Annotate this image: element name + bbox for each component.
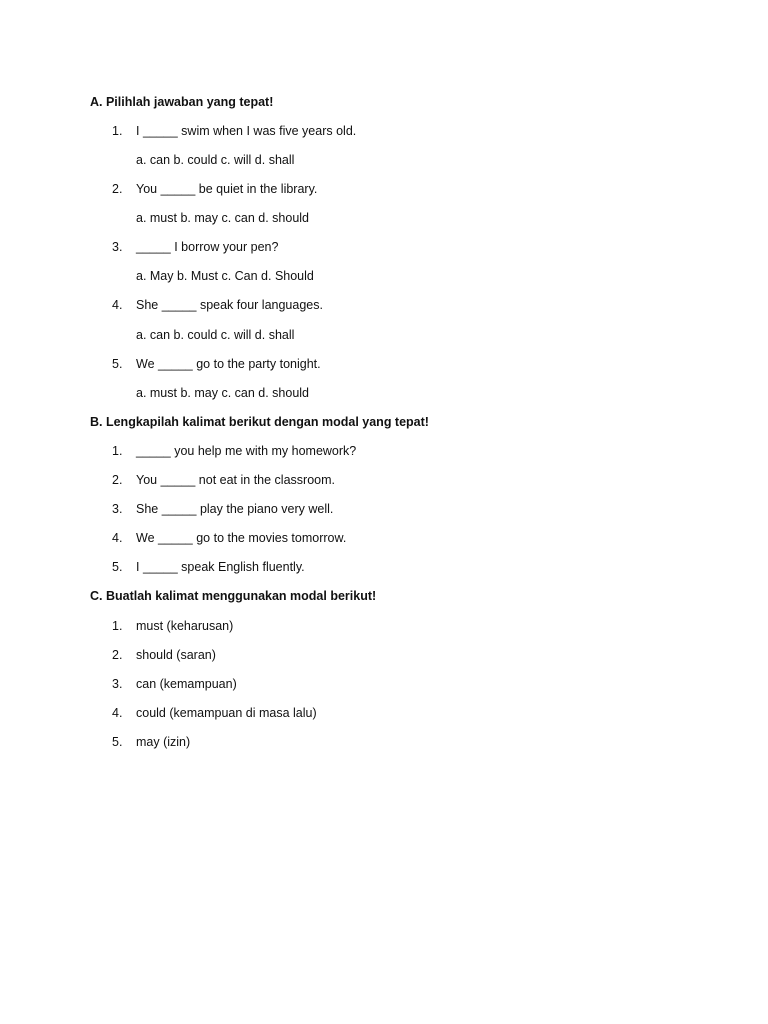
question-text: We _____ go to the party tonight. <box>136 357 321 371</box>
section-c-heading: C. Buatlah kalimat menggunakan modal berikut! <box>90 589 377 603</box>
question-number: 3. <box>112 240 123 254</box>
section-a-heading: A. Pilihlah jawaban yang tepat! <box>90 95 274 109</box>
modal-prompt: must (keharusan) <box>136 619 234 633</box>
question-text: You _____ be quiet in the library. <box>136 182 318 196</box>
sentence-text: _____ you help me with my homework? <box>136 444 357 458</box>
question-text: She _____ speak four languages. <box>136 298 323 312</box>
answer-options: a. must b. may c. can d. should <box>136 386 309 400</box>
item-number: 4. <box>112 531 123 545</box>
section-b-heading: B. Lengkapilah kalimat berikut dengan modal yang tepat! <box>90 415 429 429</box>
answer-options: a. can b. could c. will d. shall <box>136 153 295 167</box>
question-number: 5. <box>112 357 123 371</box>
question-number: 2. <box>112 182 123 196</box>
item-number: 1. <box>112 619 123 633</box>
question-number: 1. <box>112 124 123 138</box>
answer-options: a. can b. could c. will d. shall <box>136 328 295 342</box>
item-number: 5. <box>112 560 123 574</box>
modal-prompt: should (saran) <box>136 648 216 662</box>
answer-options: a. May b. Must c. Can d. Should <box>136 269 314 283</box>
modal-prompt: can (kemampuan) <box>136 677 237 691</box>
sentence-text: You _____ not eat in the classroom. <box>136 473 335 487</box>
item-number: 2. <box>112 473 123 487</box>
item-number: 3. <box>112 502 123 516</box>
sentence-text: We _____ go to the movies tomorrow. <box>136 531 347 545</box>
item-number: 3. <box>112 677 123 691</box>
sentence-text: I _____ speak English fluently. <box>136 560 305 574</box>
answer-options: a. must b. may c. can d. should <box>136 211 309 225</box>
question-number: 4. <box>112 298 123 312</box>
modal-prompt: could (kemampuan di masa lalu) <box>136 706 317 720</box>
item-number: 2. <box>112 648 123 662</box>
question-text: _____ I borrow your pen? <box>136 240 279 254</box>
item-number: 4. <box>112 706 123 720</box>
modal-prompt: may (izin) <box>136 735 191 749</box>
item-number: 5. <box>112 735 123 749</box>
item-number: 1. <box>112 444 123 458</box>
sentence-text: She _____ play the piano very well. <box>136 502 334 516</box>
question-text: I _____ swim when I was five years old. <box>136 124 357 138</box>
